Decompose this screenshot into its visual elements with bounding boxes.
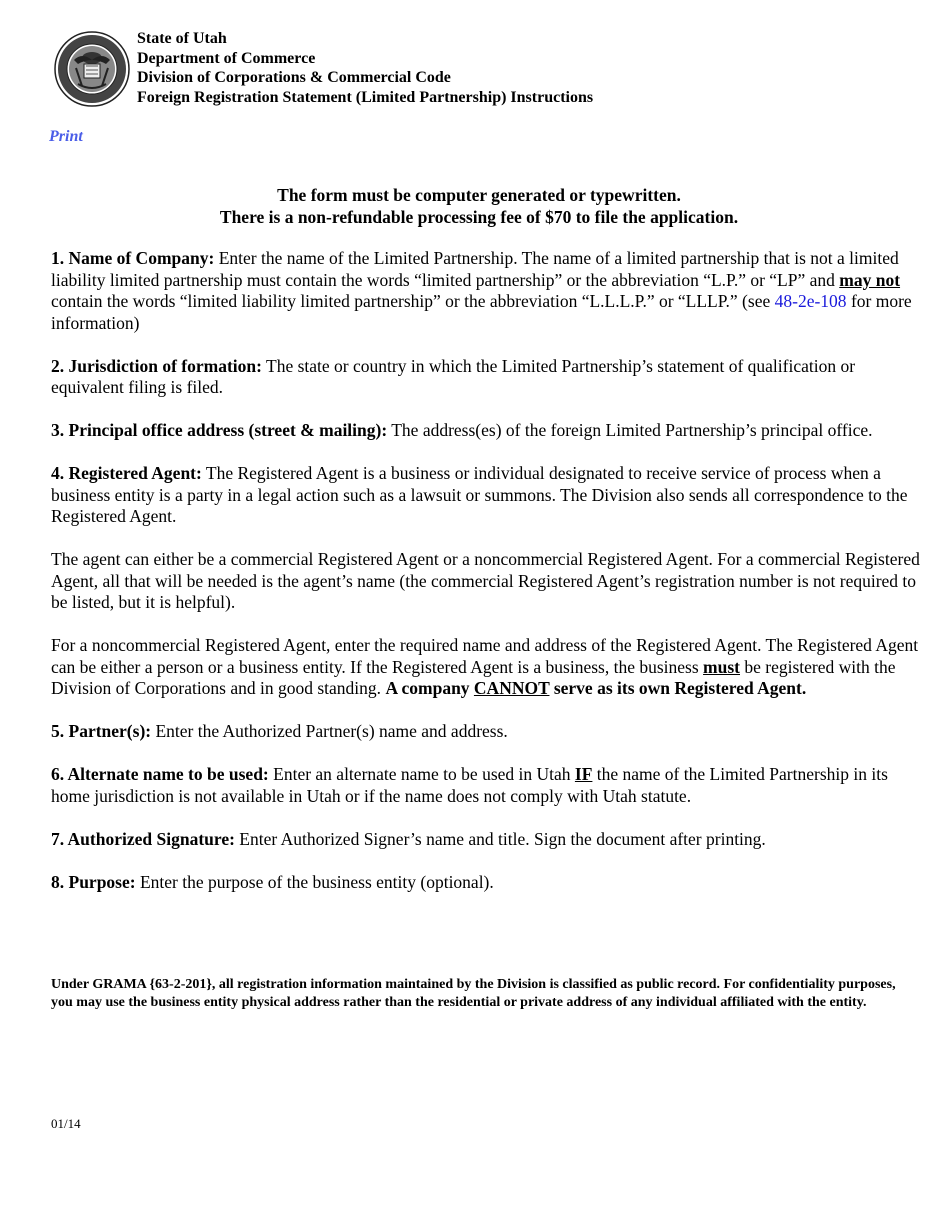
instruction-1 (51, 248, 921, 334)
print-link[interactable]: Print (49, 128, 83, 145)
instruction-1-text: Enter the name of the Limited Partnership. The name of a limited partnership that is not a limited liability limited partnership must contain the words “limited partnership” or the abbreviation “L.P.” or “LP” and (51, 248, 899, 290)
instruction-5-heading: 5. Partner(s): (51, 721, 152, 742)
instruction-1-heading: 1. Name of Company: (51, 248, 215, 268)
instruction-8-heading: 8. Purpose: (51, 871, 136, 892)
instruction-7-text: Enter Authorized Signer’s name and title. Sign the document after printing. (234, 828, 766, 849)
instruction-6-text-2: the name of the Limited Partnership in its home jurisdiction is not available in Utah or if the name does not comply with Utah statute. (51, 764, 888, 806)
instruction-3-text: The address(es) of the foreign Limited Partnership’s principal office. (387, 420, 873, 441)
instruction-3 (51, 420, 921, 442)
instruction-4 (51, 463, 921, 528)
instruction-1-emphasis: may not (839, 269, 901, 290)
header-state: State of Utah (137, 30, 227, 47)
instruction-6-heading: 6. Alternate name to be used: (51, 764, 269, 785)
notice-line-1: The form must be computer generated or typewritten. (277, 185, 681, 205)
instruction-3-heading: 3. Principal office address (street & mailing): (51, 420, 388, 441)
instruction-2-heading: 2. Jurisdiction of formation: (51, 355, 262, 376)
instruction-4-heading: 4. Registered Agent: (51, 463, 202, 484)
instruction-4-agent-types: The agent can either be a commercial Registered Agent or a noncommercial Registered Agent. For a commercial Registered Agent, all that will be needed is the agent’s name (the commercial Registered Agent’s registration number is not required to be listed, but it is helpful). (51, 549, 920, 613)
instruction-2 (51, 356, 921, 399)
instruction-4c-emphasis: must (703, 656, 740, 677)
header-department: Department of Commerce (137, 49, 316, 67)
instruction-5-text: Enter the Authorized Partner(s) name and address. (151, 721, 508, 742)
instruction-6 (51, 764, 921, 807)
instruction-2-text: The state or country in which the Limited Partnership’s statement of qualification or equivalent filing is filed. (51, 355, 856, 398)
form-notice (0, 184, 950, 228)
instruction-4-noncommercial (51, 635, 921, 700)
instruction-8-text: Enter the purpose of the business entity (optional). (135, 871, 494, 892)
header-form-title: Foreign Registration Statement (Limited Partnership) Instructions (137, 88, 594, 106)
header-division: Division of Corporations & Commercial Code (137, 69, 451, 86)
statute-link[interactable]: 48-2e-108 (774, 291, 847, 312)
instructions-body (51, 248, 921, 914)
instruction-1-text-3: for more information) (51, 291, 912, 333)
instruction-7 (51, 829, 921, 851)
page-header (137, 29, 593, 107)
instruction-8 (51, 872, 921, 894)
instruction-4-text: The Registered Agent is a business or individual designated to receive service of process when a business entity is a party in a legal action such as a lawsuit or summons. The Division also sends all correspondence to the Registered Agent. (51, 463, 908, 527)
notice-line-2: There is a non-refundable processing fee of $70 to file the application. (219, 207, 739, 227)
instruction-4c-bold-2: serve as its own Registered Agent. (549, 678, 807, 699)
instruction-4c-text-2: be registered with the Division of Corporations and in good standing. (51, 656, 896, 699)
grama-notice: Under GRAMA {63-2-201}, all registration information maintained by the Division is classified as public record. For confidentiality purposes, you may use the business entity physical address rather than the residential or private address of any individual affiliated with the entity. (51, 977, 896, 1010)
instruction-5 (51, 721, 921, 743)
instruction-4c-text: For a noncommercial Registered Agent, enter the required name and address of the Registered Agent. The Registered Agent can be either a person or a business entity. If the Registered Agent is a business, the business (51, 635, 919, 677)
instruction-6-emphasis: IF (574, 764, 593, 785)
instruction-4c-cannot: CANNOT (473, 678, 550, 699)
instruction-6-text: Enter an alternate name to be used in Utah (268, 764, 575, 785)
instruction-1-text-2: contain the words “limited liability limited partnership” or the abbreviation “L.L.L.P.” or “LLLP.” (see (51, 291, 775, 312)
instruction-7-heading: 7. Authorized Signature: (51, 828, 235, 849)
state-seal-icon (54, 30, 130, 108)
revision-date: 01/14 (51, 1116, 81, 1131)
instruction-4c-bold-1: A company (385, 678, 474, 699)
